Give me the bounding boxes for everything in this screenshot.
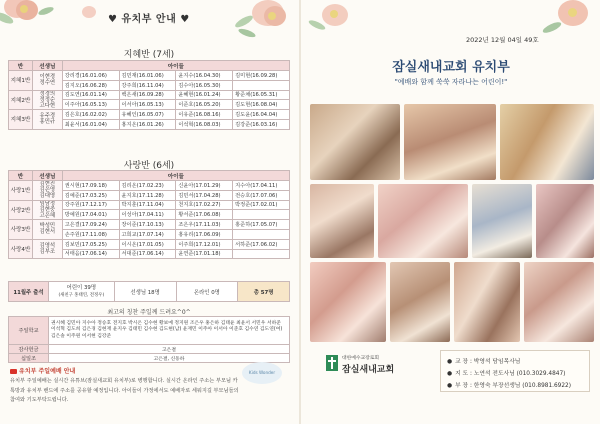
teacher-name: 정경의 — [39, 90, 56, 97]
teacher-name: 김영석 — [39, 243, 56, 250]
kid-name: 윤지호(17.11.28) — [119, 190, 176, 200]
kid-name: 김보민(17.05.25) — [62, 239, 119, 249]
church-name: 잠실새내교회 — [342, 365, 395, 375]
header-class: 반 — [9, 61, 33, 71]
kid-name: 박지훈(17.11.04) — [119, 200, 176, 210]
teacher-name: 유주경 — [39, 113, 56, 120]
flower-decoration-right-top-right — [538, 0, 600, 42]
photo — [454, 262, 520, 342]
kid-name: 전승호(17.07.06) — [233, 190, 290, 200]
class-name: 사랑4반 — [9, 239, 33, 259]
denomination: 대한예수교장로회 — [342, 356, 380, 361]
kid-name: 손주원(17.11.08) — [62, 229, 119, 239]
kid-name: 윤혜현(16.01.24) — [176, 90, 233, 100]
teacher-name: 박성민 — [39, 223, 56, 230]
table-row — [9, 71, 290, 81]
photo — [310, 262, 386, 342]
teacher-name: 김현중 — [39, 206, 56, 213]
notice-body: 유치부 주일예배는 실시간 유튜브(잠실새교회 유치부)로 병행합니다. 실시간 온라인 주소는 부모님 카톡방과 유치부 밴드에 주소를 공유할 예정입니다. 아이들이 가정에서도 예배자로 세워지길 부모님들의 참여와 기도부탁드립니다. — [10, 378, 239, 403]
slogan: "예배와 함께 쑥쑥 자라나는 어린이!" — [394, 78, 508, 86]
attendance-kids-count: 어린이 39명 — [66, 284, 97, 291]
teacher-name: 홍민규 — [39, 119, 56, 126]
attendance-new-friends: (새친구 홍태연, 전정우) — [58, 292, 105, 298]
class-name: 지혜3반 — [9, 110, 33, 130]
kid-name: 강리경(16.01.06) — [62, 71, 119, 81]
teacher-name: 김은영 — [39, 187, 56, 194]
kid-name: 서태음(17.06.14) — [62, 249, 119, 259]
kid-name: 신윤아(17.01.29) — [176, 181, 233, 191]
kid-name: 김도현(16.08.04) — [233, 100, 290, 110]
kid-name — [233, 229, 290, 239]
kid-name — [233, 210, 290, 220]
kid-name: 장이준(17.10.13) — [119, 220, 176, 230]
class-name: 사랑1반 — [9, 181, 33, 201]
kid-name: 이시온(17.01.05) — [119, 239, 176, 249]
kids-logo: Kids Wonder — [242, 362, 282, 384]
page-divider — [299, 0, 301, 424]
kid-name: 이유준(16.08.16) — [176, 110, 233, 120]
kid-name — [233, 80, 290, 90]
kid-name: 김강준(16.03.16) — [233, 119, 290, 129]
teacher-name: 고은혜 — [39, 212, 56, 219]
page-title: ♥ 유치부 안내 ♥ — [108, 14, 190, 25]
jihye-rows — [9, 71, 290, 130]
teacher-name: 김현서 — [39, 229, 56, 236]
kid-name: 김은호(16.02.02) — [62, 110, 119, 120]
header-kids: 아이들 — [62, 171, 289, 181]
kid-name: 김지오(16.06.28) — [62, 80, 119, 90]
kid-name: 고은결(17.09.24) — [62, 220, 119, 230]
kid-name: 황서준(17.06.08) — [176, 210, 233, 220]
kid-name: 지수아(17.04.11) — [233, 181, 290, 191]
info-label: 지 도 — [455, 371, 469, 377]
award-label-tithe: 십일조 — [9, 354, 49, 363]
teacher-name: 김대영 — [39, 193, 56, 200]
table-row — [9, 90, 290, 100]
kid-name: 홍준하(17.05.07) — [233, 220, 290, 230]
award-title: 최고의 칭찬 주일께 드려요^0^ — [107, 309, 191, 316]
kid-name: 황준채(16.05.31) — [233, 90, 290, 100]
teacher-name: 임남정 — [39, 200, 56, 207]
class-name: 사랑3반 — [9, 220, 33, 240]
kid-name: 박정준(17.02.01) — [233, 200, 290, 210]
info-row-principal: ● 교 장 : 박영석 담임목사님 — [447, 359, 521, 365]
kid-name: 김리온(17.02.23) — [119, 181, 176, 191]
class-name: 사랑2반 — [9, 200, 33, 220]
teacher-names — [32, 181, 62, 201]
award-label-sunday-school: 주일학교 — [9, 317, 49, 345]
right-page — [302, 0, 600, 424]
header-teacher: 선생님 — [32, 171, 62, 181]
kid-name: 김민서(17.04.28) — [176, 190, 233, 200]
kid-name: 이석혁(16.08.03) — [176, 119, 233, 129]
table-row — [9, 181, 290, 191]
kid-name: 고희교(17.07.14) — [119, 229, 176, 239]
kid-name: 김예준(17.03.25) — [62, 190, 119, 200]
kid-name: 이주아(16.05.13) — [62, 100, 119, 110]
jihye-section-title: 지혜반 (7세) — [123, 50, 175, 60]
kid-name: 최윤서(16.01.04) — [62, 119, 119, 129]
attendance-teachers: 선생님 18명 — [114, 282, 176, 302]
teacher-name: 김부조 — [39, 249, 56, 256]
attendance-online: 온라인 0명 — [176, 282, 238, 302]
teacher-name: 정수연 — [39, 80, 56, 87]
kid-name: 권시현(17.09.18) — [62, 181, 119, 191]
kid-name: 김미현(16.09.28) — [233, 71, 290, 81]
header-teacher: 선생님 — [32, 61, 62, 71]
kid-name: 김도윤(16.04.04) — [233, 110, 290, 120]
issue-date: 2022년 12월 04일 49호 — [466, 36, 539, 44]
info-row-head: ● 부 장 : 한영숙 부장선생님 (010.8981.6922) — [447, 383, 572, 389]
photo — [310, 184, 374, 258]
kid-name: 홍지온(16.01.26) — [119, 119, 176, 129]
kid-name: 이서아(16.05.13) — [119, 100, 176, 110]
info-row-guidance: ● 지 도 : 노연석 전도사님 (010.3029.4847) — [447, 371, 566, 377]
table-row — [9, 110, 290, 120]
award-label-thanks-offering: 감사헌금 — [9, 345, 49, 354]
info-value: : 노연석 전도사님 (010.3029.4847) — [469, 371, 566, 377]
kid-name: 김수아(16.05.30) — [176, 80, 233, 90]
kid-name: 조은우(17.11.03) — [176, 220, 233, 230]
kid-name: 강주희(16.11.04) — [119, 80, 176, 90]
sarang-section-title: 사랑반 (6세) — [123, 161, 175, 171]
table-row — [9, 200, 290, 210]
award-table — [8, 316, 290, 363]
kid-name: 유혜인(16.05.07) — [119, 110, 176, 120]
teacher-names — [32, 71, 62, 91]
sarang-rows — [9, 181, 290, 259]
class-name: 지혜2반 — [9, 90, 33, 110]
attendance-table — [8, 281, 290, 302]
sarang-class-table — [8, 170, 290, 259]
class-name: 지혜1반 — [9, 71, 33, 91]
award-names-sunday-school: 권시혜 김민아 지수아 정승호 전지호 박시온 김수현 황보예 정지원 조은우 홍은하 김태윤 최윤서 서민우 서하준 이석혁 김도희 김은경 김현재 윤지우 김태민 김수현 김도현(남) 윤재민 이주아 이서아 이준호 김수연 김도연(여) 김은솔 이주원 이서현 김강준 — [49, 317, 290, 345]
kid-name: 천지호(17.02.27) — [176, 200, 233, 210]
kid-name: 강주원(17.12.17) — [62, 200, 119, 210]
youtube-icon — [10, 369, 17, 374]
teacher-names — [32, 220, 62, 240]
church-title: 잠실새내교회 유치부 — [392, 60, 510, 75]
photo — [536, 184, 594, 258]
info-label: 교 장 — [455, 359, 469, 365]
staff-info-box — [440, 350, 590, 392]
kid-name: 김민재(16.01.06) — [119, 71, 176, 81]
teacher-name: 정정순 — [39, 96, 56, 103]
jihye-class-table — [8, 60, 290, 130]
left-page — [0, 0, 298, 424]
teacher-names — [32, 90, 62, 110]
teacher-name: 김현진 — [39, 181, 56, 188]
church-cross-icon — [326, 355, 338, 371]
photo — [310, 104, 400, 180]
kid-name: 서하준(17.06.02) — [233, 239, 290, 249]
kid-name — [233, 249, 290, 259]
header-class: 반 — [9, 171, 33, 181]
teacher-names — [32, 239, 62, 259]
attendance-kids — [48, 282, 114, 302]
info-value: : 박영석 담임목사님 — [469, 359, 521, 365]
header-kids: 아이들 — [62, 61, 289, 71]
award-names-thanks-offering: 고은결 — [49, 345, 290, 354]
kid-name: 서대준(17.06.14) — [119, 249, 176, 259]
teacher-name: 고다현 — [39, 102, 56, 109]
table-row — [9, 239, 290, 249]
notice-title — [10, 366, 75, 375]
info-value: : 한영숙 부장선생님 (010.8981.6922) — [469, 383, 572, 389]
photo — [472, 184, 532, 258]
teacher-names — [32, 200, 62, 220]
teacher-name: 이현경 — [39, 74, 56, 81]
kid-name: 김도연(16.01.14) — [62, 90, 119, 100]
kid-name: 윤연준(17.01.18) — [176, 249, 233, 259]
photo — [378, 184, 468, 258]
award-names-tithe: 고은결, 신동하 — [49, 354, 290, 363]
kid-name: 이주희(17.12.01) — [176, 239, 233, 249]
kid-name: 홍유리(17.06.09) — [176, 229, 233, 239]
kid-name: 이성아(17.04.11) — [119, 210, 176, 220]
photo — [390, 262, 450, 342]
notice-title-text: 유치부 주일예배 안내 — [19, 368, 76, 375]
attendance-total: 총 57명 — [238, 282, 290, 302]
kid-name: 방예원(17.04.01) — [62, 210, 119, 220]
photo — [500, 104, 594, 180]
photo — [524, 262, 594, 342]
flower-decoration-right-top-left — [308, 0, 368, 40]
attendance-label: 11월주 출석 — [9, 282, 49, 302]
kid-name: 이준호(16.05.20) — [176, 100, 233, 110]
kid-name: 백은새(16.09.28) — [119, 90, 176, 100]
photo-collage — [310, 104, 594, 342]
photo — [404, 104, 496, 180]
table-row — [9, 220, 290, 230]
info-label: 부 장 — [455, 383, 469, 389]
kid-name: 윤지수(16.04.30) — [176, 71, 233, 81]
teacher-names — [32, 110, 62, 130]
